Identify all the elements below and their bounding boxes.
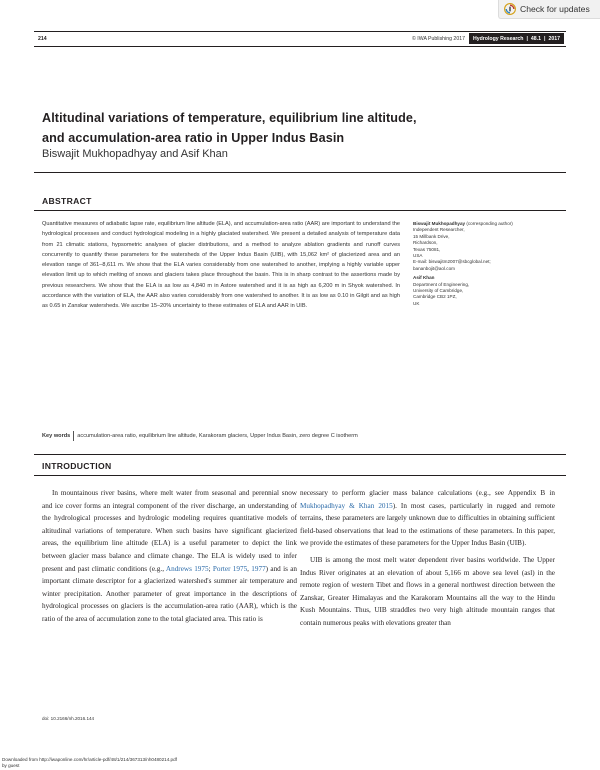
download-url[interactable]: Downloaded from http://iwaponline.com/hr/article-pdf/48/1/214/367313/nh0480214.pdf xyxy=(2,757,177,762)
citation-link[interactable]: Andrews 1975 xyxy=(165,564,209,573)
affiliation-line: 15 Millbank Drive, xyxy=(413,233,450,239)
journal-year: 2017 xyxy=(548,35,560,42)
introduction-heading: INTRODUCTION xyxy=(42,461,112,471)
citation-link[interactable]: 1977 xyxy=(251,564,266,573)
header-top-rule xyxy=(34,31,566,32)
affiliation-line: University of Cambridge, xyxy=(413,288,464,294)
introduction-left-column xyxy=(42,487,297,626)
abstract-text: Quantitative measures of adiabatic lapse rate, equilibrium line altitude (ELA), and accumulation-area ratio (AAR) are important to understand the hydrological processes and conduct hydrological modeling in a highly glaciated watershed. We present a detailed analysis of temperature data from 21 climatic stations, hypsometric analyses of glacier distributions, and a method to analyze ablation gradients and runoff curves concurrently to quantify these parameters for the watersheds of the Upper Indus Basin (UIB), with 15,062 km² of glacierized area and an elevation range of 361–8,611 m. We show that the ELA varies considerably from one watershed to another, implying a highly variable upper elevation limit up to which melting of snows and glaciers takes place throughout the basin. This is in sharp contrast to the assertions made by previous researchers. We show that the ELA is as low as 4,840 m in Astore watershed and it is as high as 6,200 m in Shyok watershed. In accordance with the variation of ELA, the AAR also varies considerably from one watershed to another. It is as low as 0.10 in Gilgit and as high as 0.65 in Zanskar watersheds. We ascribe 15–20% uncertainty to these estimates of ELA and AAR in UIB. xyxy=(42,221,400,310)
introduction-paragraph: UIB is among the most melt water dependent river basins worldwide. The Upper Indus River originates at an elevation of about 5,166 m above sea level (asl) in the remote region of western Tibet and flows in a general northwest direction between the Zanskar, Greater Himalayas and the Karakoram Mountains all the way to the Hindu Kush Mountains. Thus, UIB straddles two very high altitude mountain ranges that contain numerous peaks with elevations greater than xyxy=(300,555,555,627)
affiliation-author1 xyxy=(413,221,563,272)
affiliation-line: Cambridge CB2 1PZ, xyxy=(413,294,457,300)
affiliation-line: E-mail: biswajitm2007@sbcglobal.net; xyxy=(413,259,491,265)
abstract-heading-rule xyxy=(34,210,566,211)
paragraph-text: ; xyxy=(208,564,213,573)
journal-volume: 48.1 xyxy=(530,35,541,42)
keywords-list: accumulation-area ratio, equilibrium line altitude, Karakoram glaciers, Upper Indus Basin, zero degree C isotherm xyxy=(73,431,357,441)
citation-link[interactable]: Porter 1975 xyxy=(212,564,248,573)
affiliation-line: bananbojit@aol.com xyxy=(413,265,455,271)
download-footer xyxy=(2,757,177,769)
paragraph-text: ) and is an important climate descriptor for a glacierized watershed's summer air temperature and winter precipitation. Another parameter of great importance in the descriptions of hydrological processes on glaciers is the accumulation-area ratio (AAR), which is the ratio of the area of accumulation zone to the total glaciated area. This ratio is xyxy=(42,564,297,623)
affiliation-line: Independent Researcher, xyxy=(413,227,465,233)
keywords-label: Key words xyxy=(42,433,71,439)
author-affiliations xyxy=(413,221,563,310)
introduction-top-rule xyxy=(34,454,566,455)
running-header xyxy=(36,33,564,45)
abstract-heading: ABSTRACT xyxy=(42,196,92,206)
affiliation-line: Texas 75081, xyxy=(413,246,441,252)
paragraph-text: , xyxy=(247,564,252,573)
affiliation-line: Department of Engineering, xyxy=(413,281,470,287)
article-authors: Biswajit Mukhopadhyay and Asif Khan xyxy=(42,148,228,160)
affiliation-author1-name: Biswajit Mukhopadhyay xyxy=(413,221,466,226)
check-for-updates-icon xyxy=(504,3,516,15)
introduction-paragraph xyxy=(300,487,555,550)
publisher-copyright: © IWA Publishing 2017 xyxy=(412,35,465,42)
paragraph-text: In mountainous river basins, where melt water from seasonal and perennial snow and ice cover forms an integral component of the river discharge, an understanding of the hydrological processes and hydrologic modeling requires quantitative models of altitudinal variations of temperature. When such basins have significant glacierized areas, the equilibrium line altitude (ELA) is a useful parameter to depict the link between glacier mass balance and climate change. The ELA is widely used to infer present and past climatic conditions (e.g., xyxy=(42,489,297,573)
affiliation-line: UK xyxy=(413,300,420,306)
check-for-updates-label: Check for updates xyxy=(520,4,590,14)
affiliation-author2-name: Asif Khan xyxy=(413,275,435,281)
download-guest: by guest xyxy=(2,763,20,768)
check-for-updates-button[interactable] xyxy=(498,0,600,19)
paragraph-text: necessary to perform glacier mass balance calculations (e.g., see Appendix B in xyxy=(300,489,555,497)
paragraph-text: ). In most cases, particularly in rugged and remote terrains, these parameters are largely unknown due to difficulties in obtaining sufficient field-based observations that lead to the estimations of these parameters. In this paper, we provide the estimates of these parameters for the Upper Indus Basin (UIB). xyxy=(300,501,555,548)
affiliation-author2 xyxy=(413,275,563,307)
introduction-paragraph xyxy=(42,487,297,626)
citation-link[interactable]: Mukhopadhyay & Khan 2015 xyxy=(300,501,393,510)
keywords xyxy=(42,431,372,441)
affiliation-line: USA xyxy=(413,253,423,259)
page-number: 214 xyxy=(38,36,47,42)
article-title: Altitudinal variations of temperature, equilibrium line altitude, and accumulation-area ratio in Upper Indus Basin xyxy=(42,111,417,145)
affiliation-line: Richardson, xyxy=(413,240,438,246)
abstract-top-rule xyxy=(34,172,566,173)
doi: doi: 10.2166/nh.2016.144 xyxy=(42,716,95,721)
journal-name: Hydrology Research xyxy=(472,35,524,42)
journal-block: Hydrology Research | 48.1 | 2017 xyxy=(469,33,564,44)
header-bottom-rule xyxy=(34,46,566,47)
introduction-heading-rule xyxy=(34,475,566,476)
affiliation-author1-role: (corresponding author) xyxy=(465,221,513,226)
introduction-right-column xyxy=(300,487,555,630)
